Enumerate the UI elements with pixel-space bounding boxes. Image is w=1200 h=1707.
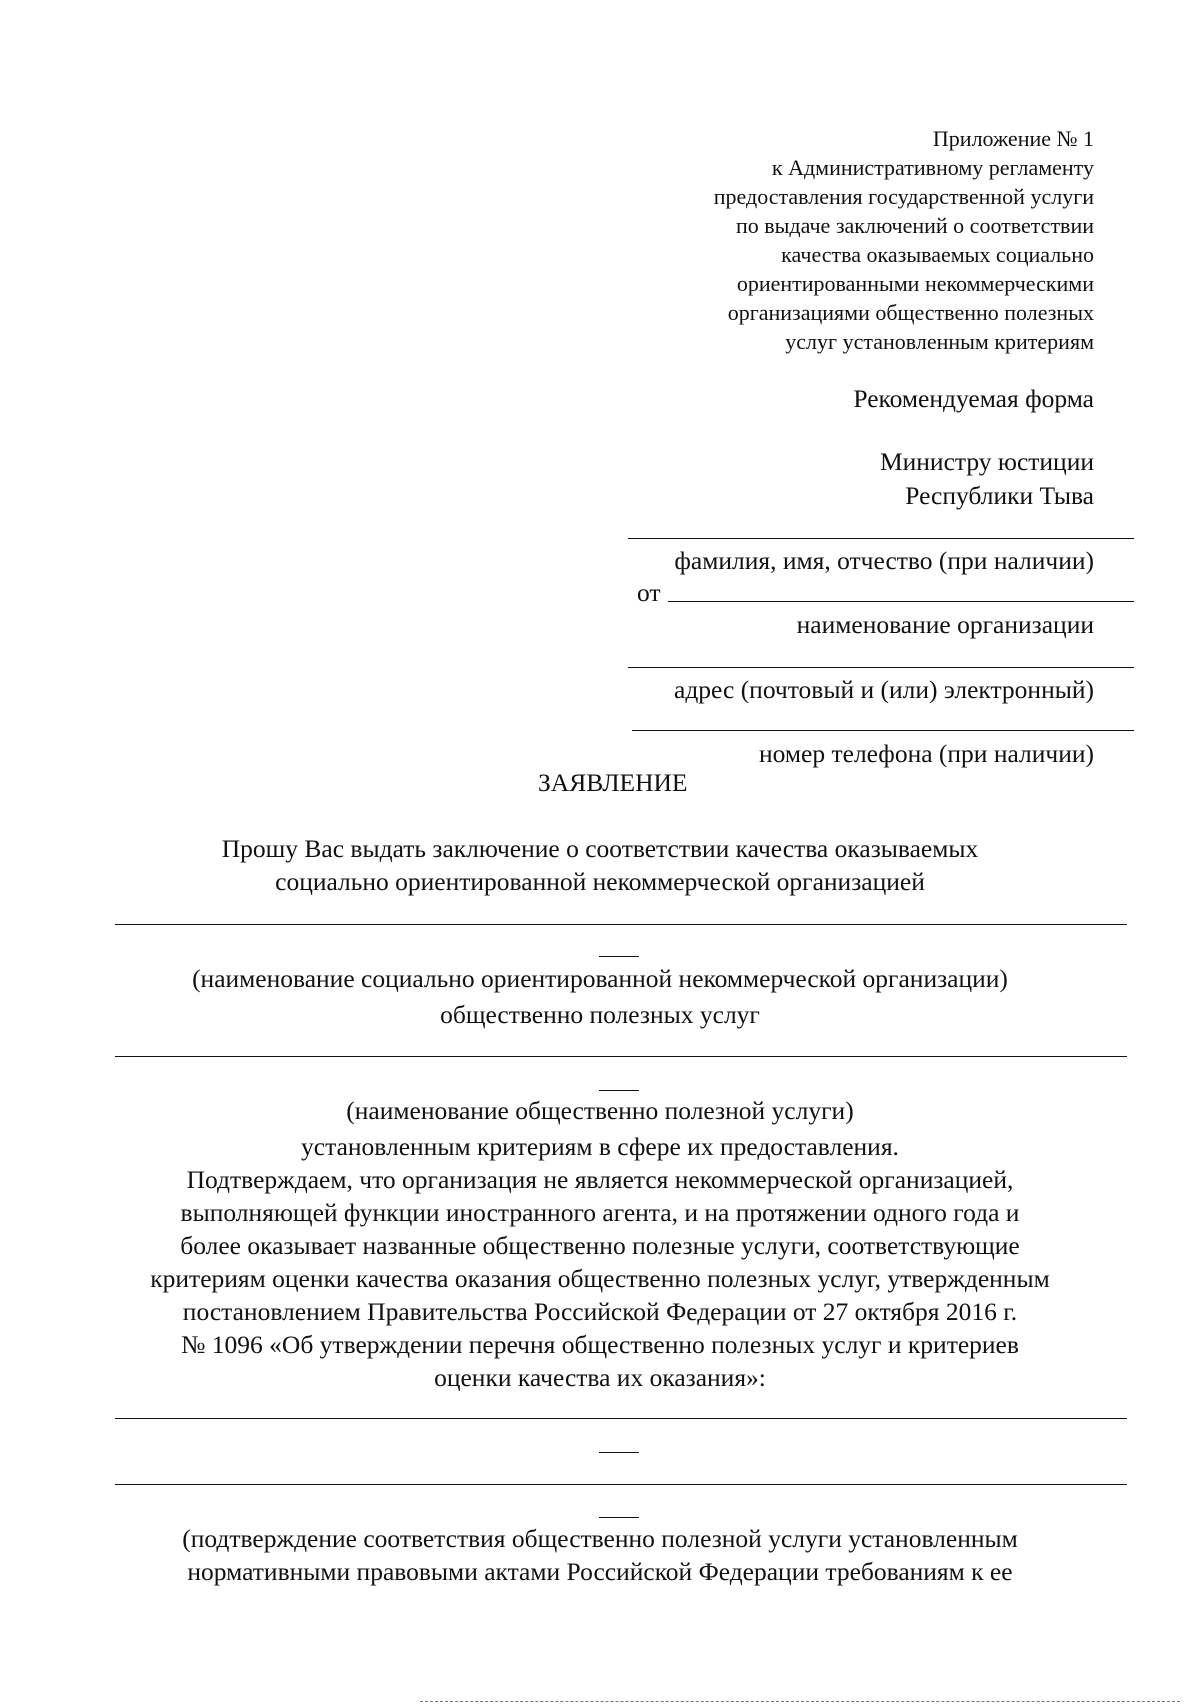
addressee-line: Министру юстиции [879,447,1094,476]
confirm-line: № 1096 «Об утверждении перечня общественно полезных услуг и критериев [181,1330,1019,1359]
confirmation-caption: (подтверждение соответствия общественно полезной услуги установленным [182,1524,1018,1553]
confirm-line: выполняющей функции иностранного агента, и на протяжении одного года и [180,1198,1020,1227]
blank-line-tail [599,956,639,957]
blank-line-tail [599,1452,639,1453]
header-line: по выдаче заключений о соответствии [735,213,1094,238]
header-line: качества оказываемых социально [781,242,1094,267]
confirm-line: более оказывает названные общественно полезные услуги, соответствующие [180,1231,1020,1260]
fio-caption: фамилия, имя, отчество (при наличии) [674,546,1094,575]
header-line: предоставления государственной услуги [713,184,1094,209]
service-name-blank-line [115,1056,1127,1057]
confirm-line: постановлением Правительства Российской Федерации от 27 октября 2016 г. [182,1297,1018,1326]
phone-caption: номер телефона (при наличии) [759,739,1094,768]
header-line: Приложение № 1 [932,126,1094,151]
org-caption: наименование организации [796,610,1094,639]
page-bottom-scan-line [420,1701,1180,1702]
form-type-label: Рекомендуемая форма [853,384,1094,413]
service-name-caption: (наименование общественно полезной услуги) [346,1096,854,1125]
confirm-line: оценки качества их оказания»: [434,1363,766,1392]
intro-line: Прошу Вас выдать заключение о соответствии качества оказываемых [221,834,979,863]
from-label: от [637,578,661,607]
confirmation-blank-line [115,1484,1127,1485]
header-line: к Административному регламенту [771,155,1094,180]
address-blank-line [628,667,1134,668]
addressee-line: Республики Тыва [905,481,1094,510]
blank-line-tail [599,1090,639,1091]
header-line: услуг установленным критериям [785,329,1094,354]
document-title: ЗАЯВЛЕНИЕ [538,768,688,797]
sonko-name-blank-line [115,924,1127,925]
body-line: установленным критериям в сфере их предоставления. [301,1132,899,1161]
blank-line-tail [599,1517,639,1518]
body-line: общественно полезных услуг [440,1000,760,1029]
confirmation-blank-line [115,1418,1127,1419]
phone-blank-line [632,730,1134,731]
intro-line: социально ориентированной некоммерческой организацией [275,867,925,896]
header-line: ориентированными некоммерческими [736,271,1094,296]
sonko-name-caption: (наименование социально ориентированной некоммерческой организации) [192,964,1008,993]
address-caption: адрес (почтовый и (или) электронный) [674,675,1094,704]
fio-blank-line [628,538,1134,539]
confirm-line: критериям оценки качества оказания общественно полезных услуг, утвержденным [150,1264,1050,1293]
confirmation-caption: нормативными правовыми актами Российской Федерации требованиям к ее [187,1557,1013,1586]
org-blank-line [668,601,1134,602]
confirm-line: Подтверждаем, что организация не является некоммерческой организацией, [186,1165,1014,1194]
header-line: организациями общественно полезных [727,300,1094,325]
